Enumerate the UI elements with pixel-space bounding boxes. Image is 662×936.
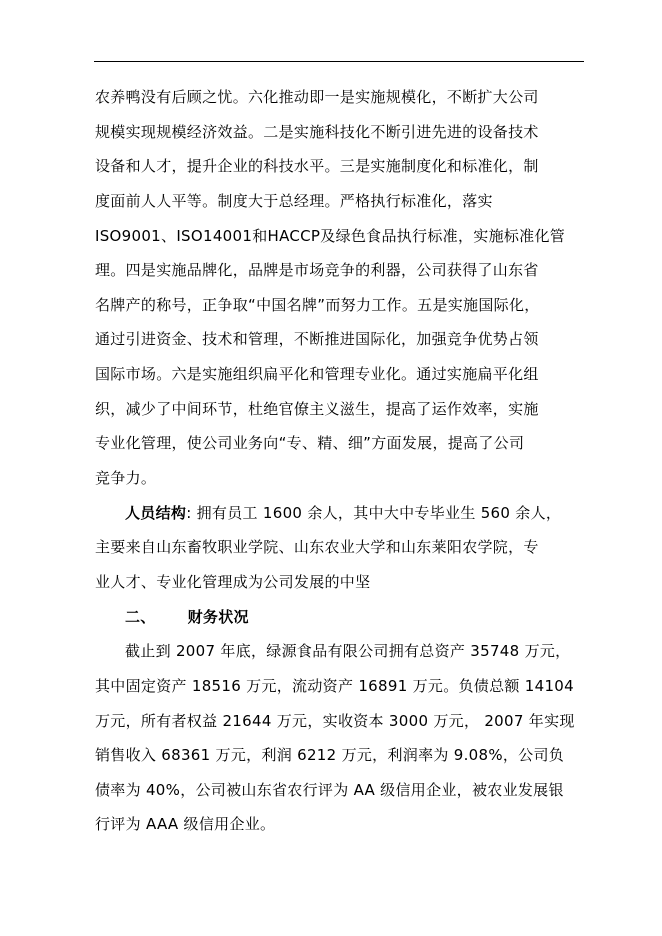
paragraph-line: 织，减少了中间环节，杜绝官僚主义滋生，提高了运作效率，实施 xyxy=(95,399,539,418)
finance-line: 其中固定资产 18516 万元，流动资产 16891 万元。负债总额 14104 xyxy=(95,676,574,695)
finance-line: 万元，所有者权益 21644 万元，实收资本 3000 万元， 2007 年实现 xyxy=(95,711,575,730)
paragraph-line: 名牌产的称号，正争取“中国名牌”而努力工作。五是实施国际化， xyxy=(95,295,540,314)
personnel-line: 业人才、专业化管理成为公司发展的中坚 xyxy=(95,572,371,591)
personnel-heading: 人员结构 xyxy=(125,503,187,522)
paragraph-line: 度面前人人平等。制度大于总经理。严格执行标准化，落实 xyxy=(95,191,493,210)
paragraph-line: 农养鸭没有后顾之忧。六化推动即一是实施规模化，不断扩大公司 xyxy=(95,88,539,106)
paragraph-line: 专业化管理，使公司业务向“专、精、细”方面发展，提高了公司 xyxy=(95,434,525,453)
finance-line: 截止到 2007 年底，绿源食品有限公司拥有总资产 35748 万元， xyxy=(125,642,571,661)
paragraph-line: ISO9001、ISO14001和HACCP及绿色食品执行标准，实施标准化管 xyxy=(95,226,566,245)
header-rule xyxy=(94,61,584,62)
finance-line: 销售收入 68361 万元，利润 6212 万元，利润率为 9.08%，公司负 xyxy=(95,746,565,765)
personnel-line: 主要来自山东畜牧职业学院、山东农业大学和山东莱阳农学院，专 xyxy=(95,538,539,557)
document-body xyxy=(95,80,589,842)
section-number: 二、 xyxy=(125,607,156,626)
personnel-first-line: : 拥有员工 1600 余人，其中大中专毕业生 560 余人， xyxy=(186,503,562,522)
paragraph-line: 竞争力。 xyxy=(95,469,157,488)
section-heading xyxy=(95,600,589,635)
paragraph-line: 设备和人才，提升企业的科技水平。三是实施制度化和标准化，制 xyxy=(95,157,539,176)
finance-line: 债率为 40%，公司被山东省农行评为 AA 级信用企业，被农业发展银 xyxy=(95,780,564,799)
paragraph-line: 规模实现规模经济效益。二是实施科技化不断引进先进的设备技术 xyxy=(95,122,539,141)
personnel-line xyxy=(95,496,589,531)
paragraph-line: 通过引进资金、技术和管理，不断推进国际化，加强竞争优势占领 xyxy=(95,330,539,349)
paragraph-line: 国际市场。六是实施组织扁平化和管理专业化。通过实施扁平化组 xyxy=(95,365,539,384)
paragraph-line: 理。四是实施品牌化，品牌是市场竞争的利器，公司获得了山东省 xyxy=(95,261,539,280)
finance-line: 行评为 AAA 级信用企业。 xyxy=(95,815,276,834)
section-title: 财务状况 xyxy=(187,607,249,626)
